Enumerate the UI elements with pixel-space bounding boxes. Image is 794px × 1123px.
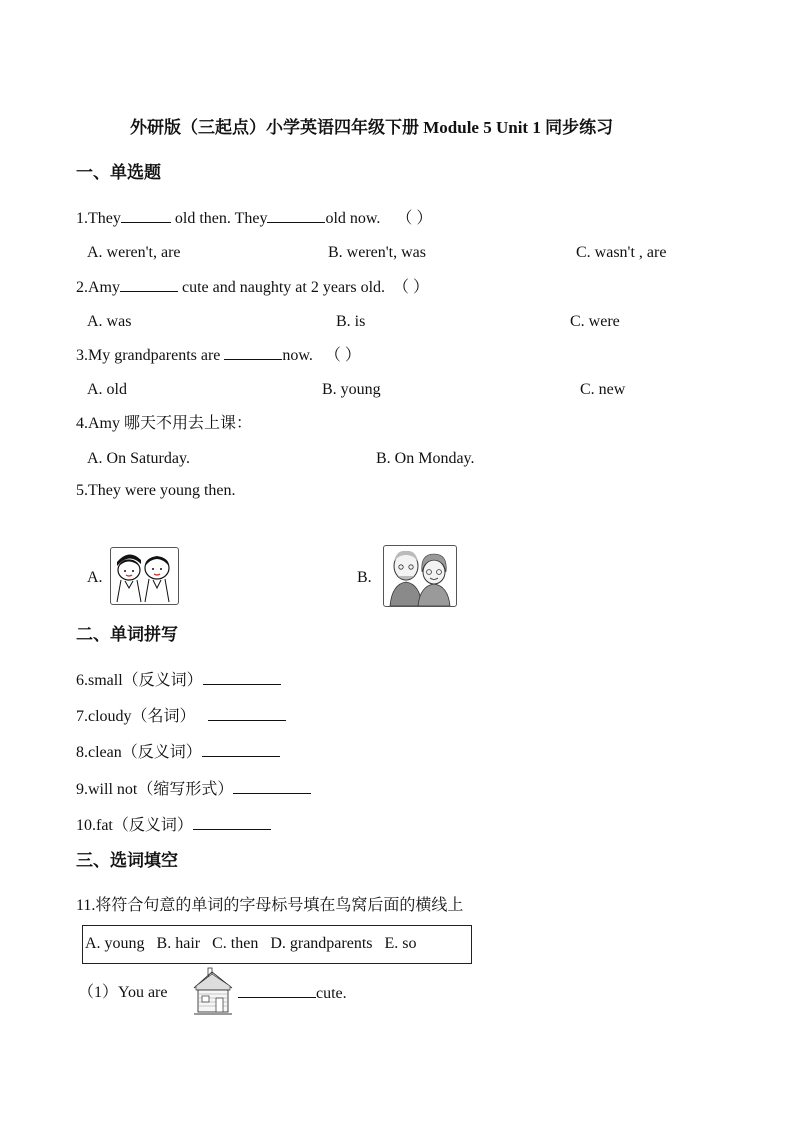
question-5: 5.They were young then. [76, 482, 236, 499]
q11-sub-1-text-part2: cute. [316, 985, 347, 1002]
q2-answer-paren[interactable]: （ ） [393, 279, 430, 296]
q5-option-a-label[interactable]: A. [87, 569, 103, 586]
q4-option-a[interactable]: A. On Saturday. [87, 450, 190, 467]
q11-sub-1-blank[interactable] [238, 983, 316, 998]
spelling-item-8-blank[interactable] [202, 742, 280, 757]
q3-answer-paren[interactable]: （ ） [324, 347, 361, 364]
q2-option-a[interactable]: A. was [87, 313, 132, 330]
young-couple-drawing [111, 548, 178, 604]
spelling-item-6-blank[interactable] [203, 670, 281, 685]
q4-option-b[interactable]: B. On Monday. [376, 450, 475, 467]
spelling-item-7-label: 7.cloudy（名词） [76, 708, 196, 725]
spelling-item-7 [76, 706, 286, 727]
young-couple-image[interactable] [110, 547, 179, 605]
q1-option-b[interactable]: B. weren't, was [328, 244, 426, 261]
q2-option-b[interactable]: B. is [336, 313, 366, 330]
q2-text-part1: 2.Amy [76, 279, 120, 296]
spelling-item-8-label: 8.clean（反义词） [76, 744, 202, 761]
grandparents-image[interactable] [383, 545, 457, 607]
spelling-item-10-blank[interactable] [193, 815, 271, 830]
q2-blank[interactable] [120, 277, 178, 292]
q11-sub-1 [78, 983, 168, 1003]
spelling-item-10-label: 10.fat（反义词） [76, 817, 193, 834]
q1-option-c[interactable]: C. wasn't , are [576, 244, 667, 261]
question-3 [76, 345, 361, 366]
q3-option-c[interactable]: C. new [580, 381, 626, 398]
q1-text-part3: old now. [325, 210, 381, 227]
q3-text-part2: now. [282, 347, 313, 364]
q3-blank[interactable] [224, 345, 282, 360]
q1-text-part1: 1.They [76, 210, 121, 227]
bird-nest-house-image [190, 966, 236, 1018]
section-heading-spelling: 二、单词拼写 [76, 625, 178, 644]
q11-sub-1-text-part1: （1）You are [78, 984, 168, 1001]
question-2 [76, 277, 429, 298]
q1-option-a[interactable]: A. weren't, are [87, 244, 181, 261]
q3-text-part1: 3.My grandparents are [76, 347, 221, 364]
question-4: 4.Amy 哪天不用去上课： [76, 415, 253, 432]
section-heading-word-choice: 三、选词填空 [76, 851, 178, 870]
q11-sub-1-answer [238, 983, 347, 1004]
spelling-item-9-label: 9.will not（缩写形式） [76, 781, 234, 798]
spelling-item-6-label: 6.small（反义词） [76, 672, 203, 689]
word-bank-box [82, 925, 472, 964]
q2-text-part2: cute and naughty at 2 years old. [182, 279, 386, 296]
question-11: 11.将符合句意的单词的字母标号填在鸟窝后面的横线上 [76, 897, 464, 914]
q2-option-c[interactable]: C. were [570, 313, 620, 330]
page-title: 外研版（三起点）小学英语四年级下册 Module 5 Unit 1 同步练习 [130, 118, 614, 137]
spelling-item-9-blank[interactable] [233, 779, 311, 794]
q3-option-a[interactable]: A. old [87, 381, 127, 398]
spelling-item-7-blank[interactable] [208, 706, 286, 721]
q1-text-part2: old then. They [174, 210, 268, 227]
spelling-item-9 [76, 779, 311, 800]
spelling-item-6 [76, 670, 281, 691]
house-icon [190, 966, 236, 1018]
q5-option-b-label[interactable]: B. [357, 569, 372, 586]
q1-blank-1[interactable] [121, 208, 171, 223]
word-bank-words: A. young B. hair C. then D. grandparents E. so [85, 935, 417, 952]
q3-option-b[interactable]: B. young [322, 381, 381, 398]
spelling-item-8 [76, 742, 280, 763]
spelling-item-10 [76, 815, 271, 836]
question-1 [76, 208, 432, 229]
grandparents-drawing [384, 546, 456, 606]
section-heading-single-choice: 一、单选题 [76, 163, 161, 182]
q1-blank-2[interactable] [267, 208, 325, 223]
q1-answer-paren[interactable]: （ ） [396, 210, 433, 227]
